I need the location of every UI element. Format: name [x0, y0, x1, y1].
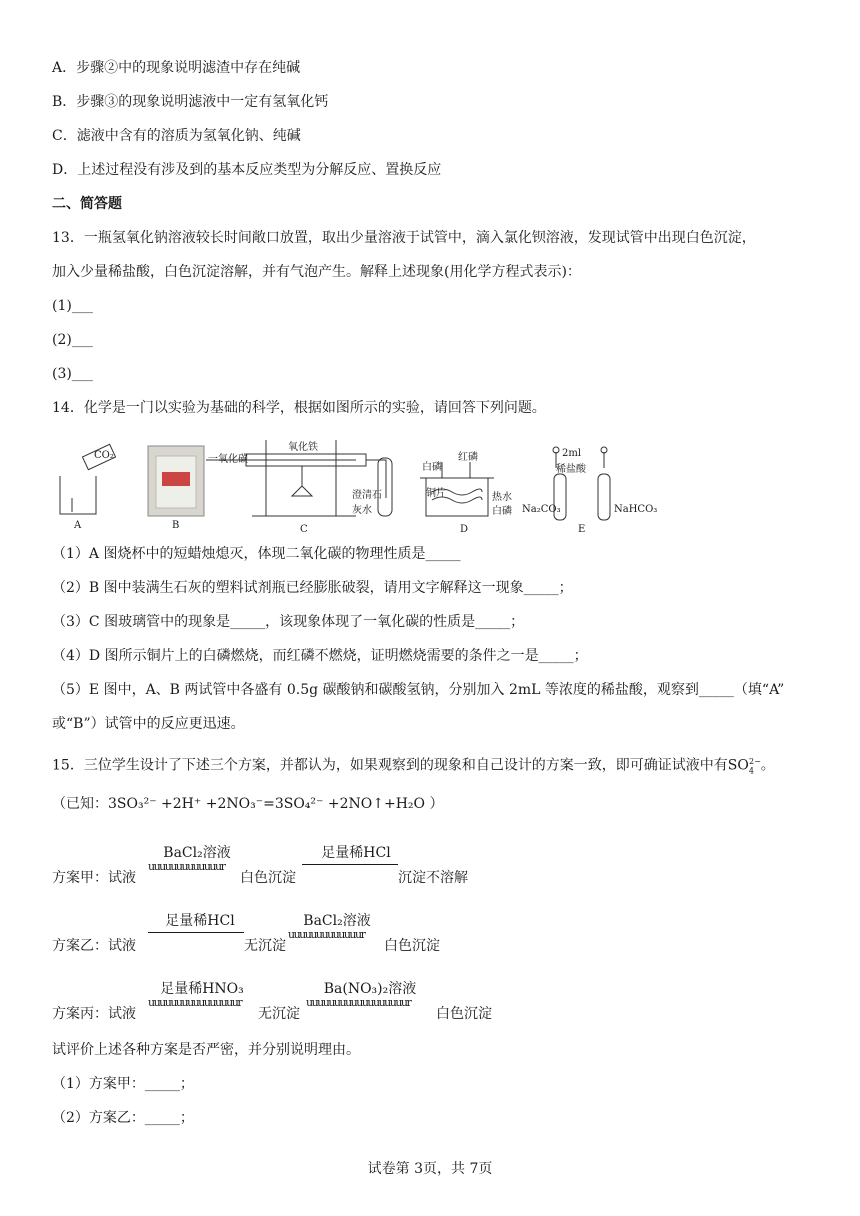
plan-a-reagent2: 足量稀HCl: [321, 845, 391, 861]
q14-q5-line2: 或“B”）试管中的反应更迅速。: [52, 716, 245, 732]
q14-q2: （2）B 图中装满生石灰的塑料试剂瓶已经膨胀破裂，请用文字解释这一现象_____；: [52, 580, 573, 596]
q13-blank2: (2)___: [52, 332, 93, 348]
plan-b-arrow2: uuuuuuuuuuuuur: [288, 928, 365, 941]
q14-q3: （3）C 图玻璃管中的现象是_____，该现象体现了一氧化碳的性质是_____；: [52, 614, 525, 630]
section-title: 二、简答题: [52, 196, 122, 212]
label-hot-water: 热水: [492, 492, 512, 503]
plan-a-label: 方案甲：试液: [52, 870, 136, 886]
plan-b-result2: 白色沉淀: [384, 938, 440, 954]
q13-line1: 13．一瓶氢氧化钠溶液较长时间敞口放置，取出少量溶液于试管中，滴入氯化钡溶液，发现试管中出现白色沉淀，: [52, 230, 756, 246]
plan-c-arrow1: uuuuuuuuuuuuuuuur: [148, 996, 242, 1009]
plan-c-arrow2: uuuuuuuuuuuuuuuuuur: [306, 996, 411, 1009]
option-d: D．上述过程没有涉及到的基本反应类型为分解反应、置换反应: [52, 162, 442, 178]
option-a: A．步骤②中的现象说明滤渣中存在纯碱: [52, 60, 301, 76]
label-white-p: 白磷: [422, 462, 442, 473]
q15-stem: 15．三位学生设计了下述三个方案，并都认为，如果观察到的现象和自己设计的方案一致，即可确证试液中有$SO_4^{2-}$。: [52, 757, 775, 776]
experiment-figure: [56, 438, 656, 538]
plan-c-reagent1: 足量稀HNO₃: [160, 981, 244, 997]
q14-stem: 14．化学是一门以实验为基础的科学，根据如图所示的实验，请回答下列问题。: [52, 400, 546, 416]
q14-q4: （4）D 图所示铜片上的白磷燃烧，而红磷不燃烧，证明燃烧需要的条件之一是_____；: [52, 648, 588, 664]
label-co-in: 一氧化碳: [208, 454, 248, 465]
plan-c: [52, 978, 752, 1024]
figure-label-c: C: [300, 524, 308, 535]
figure-label-e: E: [578, 524, 586, 535]
option-b: B．步骤③的现象说明滤液中一定有氢氧化钙: [52, 94, 329, 110]
plan-c-reagent2: Ba(NO₃)₂溶液: [323, 981, 417, 997]
label-nahco3: NaHCO₃: [614, 504, 658, 515]
label-white-p2: 白磷: [492, 506, 512, 517]
plan-a-result2: 沉淀不溶解: [398, 870, 468, 886]
plan-a-arrow1: uuuuuuuuuuuuur: [148, 860, 225, 873]
option-c: C．滤液中含有的溶质为氢氧化钠、纯碱: [52, 128, 301, 144]
label-fe-oxide: 氧化铁: [288, 442, 318, 453]
plan-c-result1: 无沉淀: [258, 1006, 300, 1022]
label-red-p: 红磷: [458, 452, 478, 463]
figure-label-d: D: [460, 524, 469, 535]
page-footer: 试卷第 3页，共 7页: [367, 1161, 493, 1177]
plan-c-label: 方案丙：试液: [52, 1006, 136, 1022]
plan-a-arrow2: [302, 864, 398, 865]
plan-b-result1: 无沉淀: [244, 938, 286, 954]
plan-b-label: 方案乙：试液: [52, 938, 136, 954]
q15-ans2: （2）方案乙：_____；: [52, 1110, 194, 1126]
label-copper: 铜片: [426, 488, 446, 499]
plan-a-result1: 白色沉淀: [240, 870, 296, 886]
label-na2co3: Na₂CO₃: [522, 504, 561, 515]
q13-blank1: (1)___: [52, 298, 93, 314]
plan-b: [52, 910, 752, 956]
plan-b-reagent2: BaCl₂溶液: [303, 913, 371, 929]
q13-line2: 加入少量稀盐酸，白色沉淀溶解，并有气泡产生。解释上述现象(用化学方程式表示)：: [52, 264, 581, 280]
q13-blank3: (3)___: [52, 366, 93, 382]
label-limewater: 澄清石灰水: [352, 490, 382, 516]
q15-known: （已知：3SO₃²⁻ +2H⁺ +2NO₃⁻=3SO₄²⁻ +2NO↑+H₂O ）: [52, 796, 444, 812]
plan-a-reagent1: BaCl₂溶液: [163, 845, 231, 861]
plan-a: [52, 842, 752, 888]
figure-label-b: B: [172, 520, 180, 531]
plan-b-reagent1: 足量稀HCl: [165, 913, 235, 929]
figure-label-a: A: [74, 520, 82, 531]
q15-evaluate: 试评价上述各种方案是否严密，并分别说明理由。: [52, 1042, 360, 1058]
q14-q1: （1）A 图烧杯中的短蜡烛熄灭，体现二氧化碳的物理性质是_____: [52, 546, 461, 562]
label-hcl: 稀盐酸: [556, 464, 586, 475]
plan-c-result2: 白色沉淀: [436, 1006, 492, 1022]
q15-ans1: （1）方案甲：_____；: [52, 1076, 194, 1092]
label-co2: CO₂: [94, 450, 114, 461]
q14-q5-line1: （5）E 图中，A、B 两试管中各盛有 0.5g 碳酸钠和碳酸氢钠，分别加入 2mL 等浓度的稀盐酸，观察到_____（填“A”: [52, 682, 785, 698]
plan-b-arrow1: [148, 932, 244, 933]
label-2ml: 2ml: [562, 448, 582, 459]
